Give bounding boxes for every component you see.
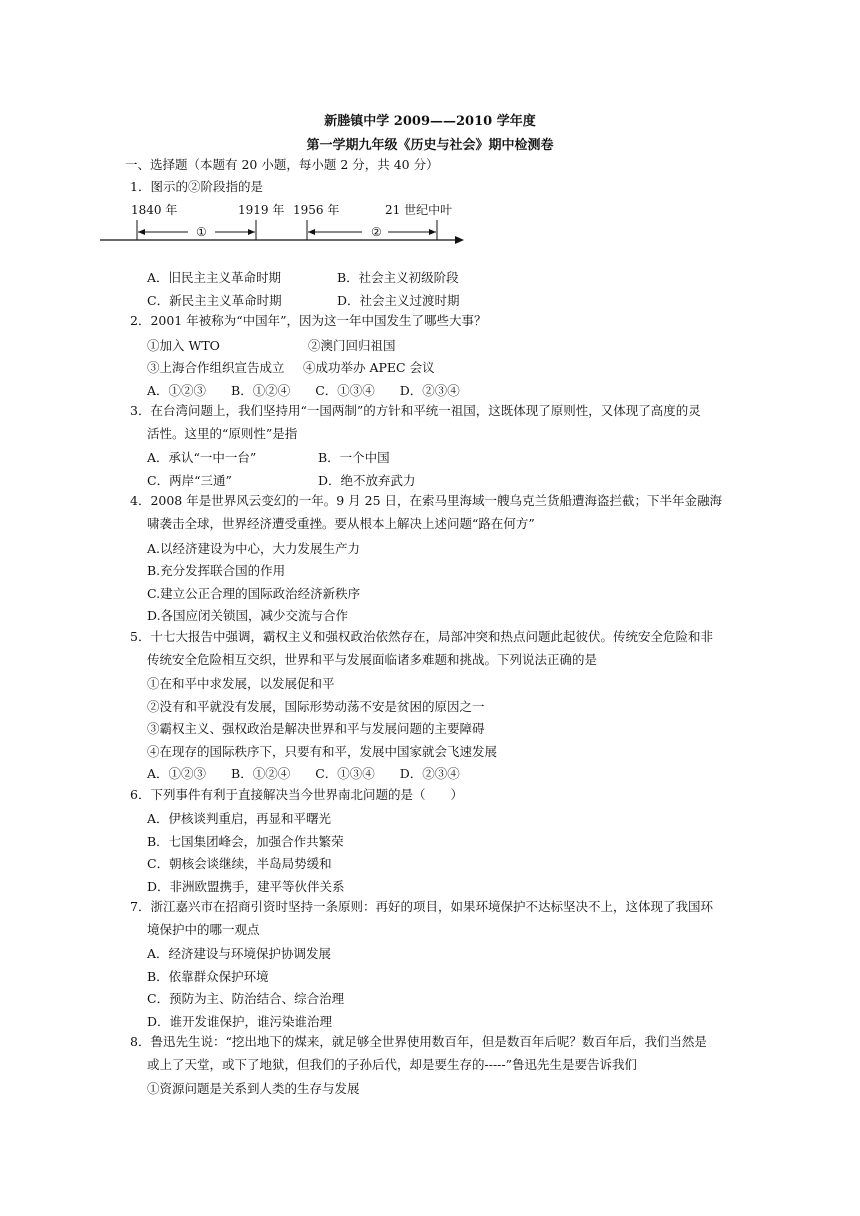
q8-stem-line1: 8．鲁迅先生说：“挖出地下的煤来，就足够全世界使用数百年，但是数百年后呢？数百年后，我们当然是 bbox=[130, 1034, 707, 1049]
q2-stem: 2．2001 年被称为“中国年”，因为这一年中国发生了哪些大事？ bbox=[130, 313, 487, 328]
q1-option-a: A．旧民主主义革命时期 bbox=[147, 270, 282, 285]
q5-stem-line1: 5．十七大报告中强调，霸权主义和强权政治依然存在，局部冲突和热点问题此起彼伏。传统安全危险和非 bbox=[130, 629, 713, 644]
q4-option-a: A.以经济建设为中心，大力发展生产力 bbox=[147, 541, 361, 556]
year-1956: 1956 年 bbox=[293, 203, 340, 217]
exam-title: 第一学期九年级《历史与社会》期中检测卷 bbox=[306, 138, 554, 153]
q5-stem-line2: 传统安全危险相互交织，世界和平与发展面临诸多难题和挑战。下列说法正确的是 bbox=[147, 652, 598, 667]
q2-item-1: ①加入 WTO bbox=[147, 338, 220, 353]
section-heading: 一、选择题（本题有 20 小题，每小题 2 分，共 40 分） bbox=[125, 157, 439, 172]
q7-option-d: D．谁开发谁保护，谁污染谁治理 bbox=[147, 1014, 333, 1029]
q6-stem: 6．下列事件有利于直接解决当今世界南北问题的是（ ） bbox=[130, 787, 463, 802]
q5-item-4: ④在现存的国际秩序下，只要有和平，发展中国家就会飞速发展 bbox=[147, 744, 498, 759]
q2-item-3: ③上海合作组织宣告成立 bbox=[147, 360, 285, 375]
timeline-arrowhead bbox=[455, 236, 464, 244]
year-1840: 1840 年 bbox=[131, 203, 178, 217]
q1-option-d: D．社会主义过渡时期 bbox=[337, 293, 460, 308]
q3-option-d: D．绝不放弃武力 bbox=[318, 473, 416, 488]
q5-item-3: ③霸权主义、强权政治是解决世界和平与发展问题的主要障碍 bbox=[147, 721, 485, 736]
q7-option-c: C．预防为主、防治结合、综合治理 bbox=[147, 991, 345, 1006]
q2-item-2: ②澳门回归祖国 bbox=[308, 338, 396, 353]
q3-stem-line1: 3．在台湾问题上，我们坚持用“一国两制”的方针和平统一祖国，这既体现了原则性，又体现了高度的灵 bbox=[130, 403, 701, 418]
q3-stem-line2: 活性。这里的“原则性”是指 bbox=[147, 426, 298, 441]
q1-option-b: B．社会主义初级阶段 bbox=[337, 270, 459, 285]
q6-option-c: C．朝核会谈继续，半岛局势缓和 bbox=[147, 856, 332, 871]
span2-right-arrow bbox=[429, 229, 436, 235]
q5-item-2: ②没有和平就没有发展，国际形势动荡不安是贫困的原因之一 bbox=[147, 699, 485, 714]
q3-option-a: A．承认“一中一台” bbox=[147, 450, 257, 465]
span1-mark: ① bbox=[196, 225, 207, 239]
q8-stem-line2: 或上了天堂，或下了地狱，但我们的子孙后代，却是要生存的-----”鲁迅先生是要告诉我们 bbox=[147, 1057, 638, 1072]
q1-option-c: C．新民主主义革命时期 bbox=[147, 293, 282, 308]
q1-stem: 1．图示的②阶段指的是 bbox=[130, 179, 263, 194]
q4-stem-line1: 4．2008 年是世界风云变幻的一年。9 月 25 日，在索马里海域一艘乌克兰货船遭海盗拦截；下半年金融海 bbox=[130, 493, 723, 508]
span2-mark: ② bbox=[371, 225, 382, 239]
q7-option-b: B．依靠群众保护环境 bbox=[147, 969, 269, 984]
q2-options: A．①②③ B．①②④ C．①③④ D．②③④ bbox=[147, 383, 460, 398]
q3-option-c: C．两岸“三通” bbox=[147, 473, 232, 488]
span1-left-arrow bbox=[138, 229, 145, 235]
q3-option-b: B．一个中国 bbox=[318, 450, 390, 465]
q4-option-b: B.充分发挥联合国的作用 bbox=[147, 563, 286, 578]
timeline-svg bbox=[95, 220, 475, 250]
q7-stem-line1: 7．浙江嘉兴市在招商引资时坚持一条原则：再好的项目，如果环境保护不达标坚决不上，这体现了我国环 bbox=[130, 899, 713, 914]
q6-option-d: D．非洲欧盟携手，建平等伙伴关系 bbox=[147, 879, 345, 894]
q8-item-1: ①资源问题是关系到人类的生存与发展 bbox=[147, 1081, 360, 1096]
q5-options: A．①②③ B．①②④ C．①③④ D．②③④ bbox=[147, 766, 460, 781]
q4-option-c: C.建立公正合理的国际政治经济新秩序 bbox=[147, 586, 361, 601]
year-1919: 1919 年 bbox=[238, 203, 285, 217]
span2-left-arrow bbox=[308, 229, 315, 235]
year-21c: 21 世纪中叶 bbox=[385, 203, 453, 217]
q4-option-d: D.各国应闭关锁国，减少交流与合作 bbox=[147, 608, 349, 623]
q4-stem-line2: 啸袭击全球，世界经济遭受重挫。要从根本上解决上述问题“路在何方” bbox=[147, 516, 535, 531]
span1-right-arrow bbox=[248, 229, 255, 235]
q6-option-b: B．七国集团峰会，加强合作共繁荣 bbox=[147, 834, 344, 849]
q7-option-a: A．经济建设与环境保护协调发展 bbox=[147, 946, 332, 961]
q5-item-1: ①在和平中求发展，以发展促和平 bbox=[147, 676, 335, 691]
school-title: 新塍镇中学 2009——2010 学年度 bbox=[324, 114, 536, 129]
q6-option-a: A．伊核谈判重启，再显和平曙光 bbox=[147, 811, 332, 826]
q2-item-4: ④成功举办 APEC 会议 bbox=[303, 360, 435, 375]
q7-stem-line2: 境保护中的哪一观点 bbox=[147, 922, 260, 937]
